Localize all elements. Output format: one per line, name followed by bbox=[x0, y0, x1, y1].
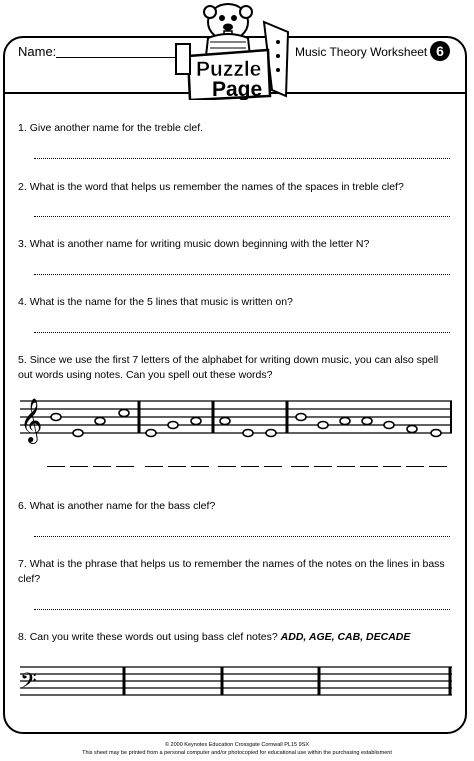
answer-line-2[interactable] bbox=[34, 216, 450, 217]
question-text: Can you write these words out using bass clef notes? bbox=[29, 631, 278, 643]
question-number: 1. bbox=[18, 122, 27, 134]
question-3 bbox=[18, 237, 454, 252]
question-number: 8. bbox=[18, 631, 27, 643]
question-text: What is another name for the bass clef? bbox=[29, 500, 216, 512]
footer-copyright: © 2000 Keynotes Education Crossgate Cornwall PL15 9SX bbox=[164, 742, 310, 748]
answer-line-1[interactable] bbox=[34, 158, 450, 159]
question-number: 7. bbox=[18, 558, 27, 570]
answer-line-7[interactable] bbox=[34, 609, 450, 610]
question-number: 3. bbox=[18, 238, 27, 250]
note-answer-blank[interactable] bbox=[291, 466, 309, 467]
note-answer-blank[interactable] bbox=[93, 466, 111, 467]
question-text: What is the phrase that helps us to remember the names of the notes on the lines in bass clef? bbox=[18, 558, 445, 585]
note-answer-blank[interactable] bbox=[337, 466, 355, 467]
treble-clef-icon: 𝄞 bbox=[20, 398, 43, 442]
note-answer-blank[interactable] bbox=[218, 466, 236, 467]
question-2 bbox=[18, 180, 454, 195]
footer-license: This sheet may be printed from a personal computer and/or photocopied for educational use within the purchasing establisment bbox=[82, 750, 392, 756]
question-text: What is another name for writing music down beginning with the letter N? bbox=[29, 238, 370, 250]
logo-text-page: Page bbox=[212, 78, 263, 100]
note-answer-blank[interactable] bbox=[360, 466, 378, 467]
worksheet-number: 6 bbox=[430, 41, 450, 61]
question-7 bbox=[18, 557, 454, 587]
note-answer-blank[interactable] bbox=[383, 466, 401, 467]
note-answer-blank[interactable] bbox=[264, 466, 282, 467]
answer-line-3[interactable] bbox=[34, 274, 450, 275]
question-8 bbox=[18, 630, 454, 645]
question-text: What is the name for the 5 lines that music is written on? bbox=[29, 296, 293, 308]
logo-text-puzzle: Puzzle bbox=[196, 58, 262, 81]
question-words: ADD, AGE, CAB, DECADE bbox=[280, 631, 411, 643]
answer-line-6[interactable] bbox=[34, 536, 450, 537]
question-number: 5. bbox=[18, 354, 27, 366]
note-answer-blank[interactable] bbox=[116, 466, 134, 467]
question-1 bbox=[18, 121, 454, 136]
note-answer-blank[interactable] bbox=[406, 466, 424, 467]
question-number: 2. bbox=[18, 181, 27, 193]
puzzle-page-logo-icon bbox=[166, 0, 306, 100]
question-6 bbox=[18, 499, 454, 514]
question-text: Give another name for the treble clef. bbox=[29, 122, 204, 134]
answer-line-4[interactable] bbox=[34, 332, 450, 333]
note-answer-blank[interactable] bbox=[47, 466, 65, 467]
bass-staff[interactable] bbox=[18, 665, 456, 701]
worksheet-title: Music Theory Worksheet bbox=[295, 45, 428, 59]
note-answer-blank[interactable] bbox=[145, 466, 163, 467]
question-text: Since we use the first 7 letters of the alphabet for writing down music, you can also spell out words using notes. Can you spell out these words? bbox=[18, 354, 439, 381]
note-answer-blank[interactable] bbox=[314, 466, 332, 467]
question-5 bbox=[18, 353, 454, 383]
question-4 bbox=[18, 295, 454, 310]
question-text: What is the word that helps us remember the names of the spaces in treble clef? bbox=[29, 181, 404, 193]
question-number: 6. bbox=[18, 500, 27, 512]
note-answer-blank[interactable] bbox=[429, 466, 447, 467]
note-answer-blank[interactable] bbox=[191, 466, 209, 467]
name-label: Name: bbox=[18, 44, 57, 59]
note-answer-blank[interactable] bbox=[168, 466, 186, 467]
treble-staff bbox=[18, 395, 456, 445]
bass-clef-icon: 𝄢 bbox=[20, 669, 37, 699]
question-number: 4. bbox=[18, 296, 27, 308]
note-answer-blank[interactable] bbox=[241, 466, 259, 467]
name-field[interactable] bbox=[56, 57, 182, 58]
note-answer-blank[interactable] bbox=[70, 466, 88, 467]
